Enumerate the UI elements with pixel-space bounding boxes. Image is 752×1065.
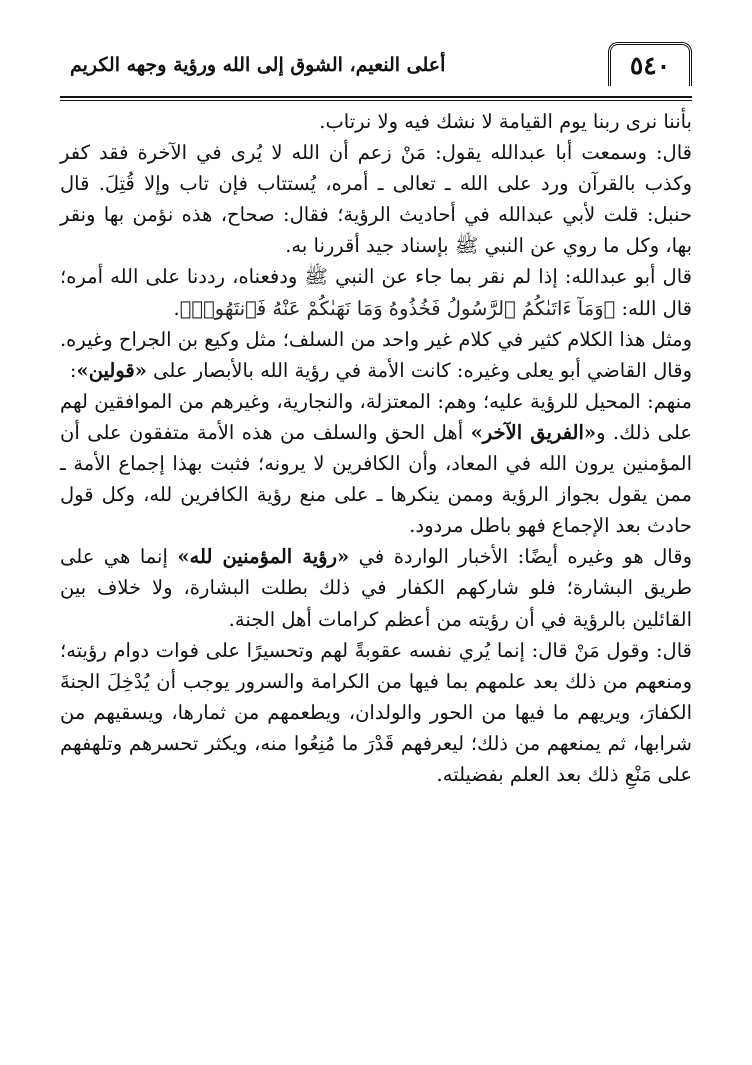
bold-phrase: «رؤية المؤمنين لله»	[177, 545, 350, 569]
paragraph-text: :	[69, 358, 77, 382]
paragraph-text: قال: وسمعت أبا عبدالله يقول: مَنْ زعم أن الله لا يُرى في الآخرة فقد كفر وكذب بالقرآن ورد على الله ـ تعالى ـ أمره، يُستتاب فإن تاب وإلا قُتِلَ. قال حنبل: قلت لأبي عبدالله في أحاديث الرؤية؛ فقال: صحاح، هذه نؤمن بها ونقر بها، وكل ما روي عن النبي ﷺ بإسناد جيد أقررنا به.	[60, 141, 692, 258]
quran-quote: ﴿وَمَآ ءَاتَىٰكُمُ ٱلرَّسُولُ فَخُذُوهُ وَمَا نَهَىٰكُمْ عَنْهُ فَٱنتَهُوا۟﴾	[179, 296, 616, 320]
running-title: أعلى النعيم، الشوق إلى الله ورؤية وجهه الكريم	[70, 54, 446, 76]
paragraph-text: وقال هو وغيره أيضًا: الأخبار الواردة في	[349, 545, 692, 569]
paragraph-text: قال أبو عبدالله: إذا لم نقر بما جاء عن النبي ﷺ ودفعناه، رددنا على الله أمره؛ قال الله:	[60, 265, 692, 320]
page-body	[60, 106, 692, 790]
paragraph-text: قال: وقول مَنْ قال: إنما يُري نفسه عقوبةً لهم وتحسيرًا على فوات دوام رؤيته؛ ومنعهم من ذلك بعد علمهم بما فيها من الكرامة والسرور يوجب أن يُدْخِلَ الجنةَ الكفارَ، ويريهم ما فيها من الحور والولدان، ويطعمهم من ثمارها، ويسقيهم من شرابها، ثم يمنعهم من ذلك؛ ليعرفهم قَدْرَ ما مُنِعُوا منه، ويكثر تحسرهم وتلهفهم على مَنْعِ ذلك بعد العلم بفضيلته.	[60, 638, 692, 786]
bold-phrase: «الفريق الآخر»	[470, 420, 597, 444]
paragraph-text: إنما هي على طريق البشارة؛ فلو شاركهم الكفار في ذلك بطلت البشارة، ولا خلاف بين القائلين بالرؤية في أن رؤيته من أعظم كرامات أهل الجنة.	[60, 545, 692, 631]
page-header	[60, 38, 692, 90]
paragraph-1	[60, 106, 692, 137]
header-rule	[60, 96, 692, 98]
paragraph-text: منهم: المحيل للرؤية عليه؛ وهم: المعتزلة، والنجارية، وغيرهم من الموافقين لهم على ذلك. و	[60, 389, 692, 444]
paragraph-text: بأننا نرى ربنا يوم القيامة لا نشك فيه ولا نرتاب.	[319, 110, 692, 133]
paragraph-2	[60, 137, 692, 261]
paragraph-text: أهل الحق والسلف من هذه الأمة متفقون على أن المؤمنين يرون الله في المعاد، وأن الكافرين لا يرونه؛ فثبت بهذا إجماع الأمة ـ ممن يقول بجواز الرؤية وممن ينكرها ـ على منع رؤية الكافرين لله، وكل قول حادث بعد الإجماع فهو باطل مردود.	[60, 420, 692, 538]
paragraph-3	[60, 261, 692, 323]
paragraph-text: ومثل هذا الكلام كثير في كلام غير واحد من السلف؛ مثل وكيع بن الجراح وغيره.	[59, 327, 692, 351]
page-number: ٥٤٠	[608, 42, 692, 86]
paragraph-6	[60, 386, 692, 541]
paragraph-5	[60, 355, 692, 386]
paragraph-text: .	[173, 296, 180, 320]
paragraph-8	[60, 635, 692, 790]
paragraph-7	[60, 541, 692, 634]
bold-phrase: «قولين»	[76, 358, 147, 382]
paragraph-text: وقال القاضي أبو يعلى وغيره: كانت الأمة في رؤية الله بالأبصار على	[146, 358, 692, 382]
paragraph-4	[60, 324, 692, 355]
header-rule-thin	[60, 100, 692, 101]
